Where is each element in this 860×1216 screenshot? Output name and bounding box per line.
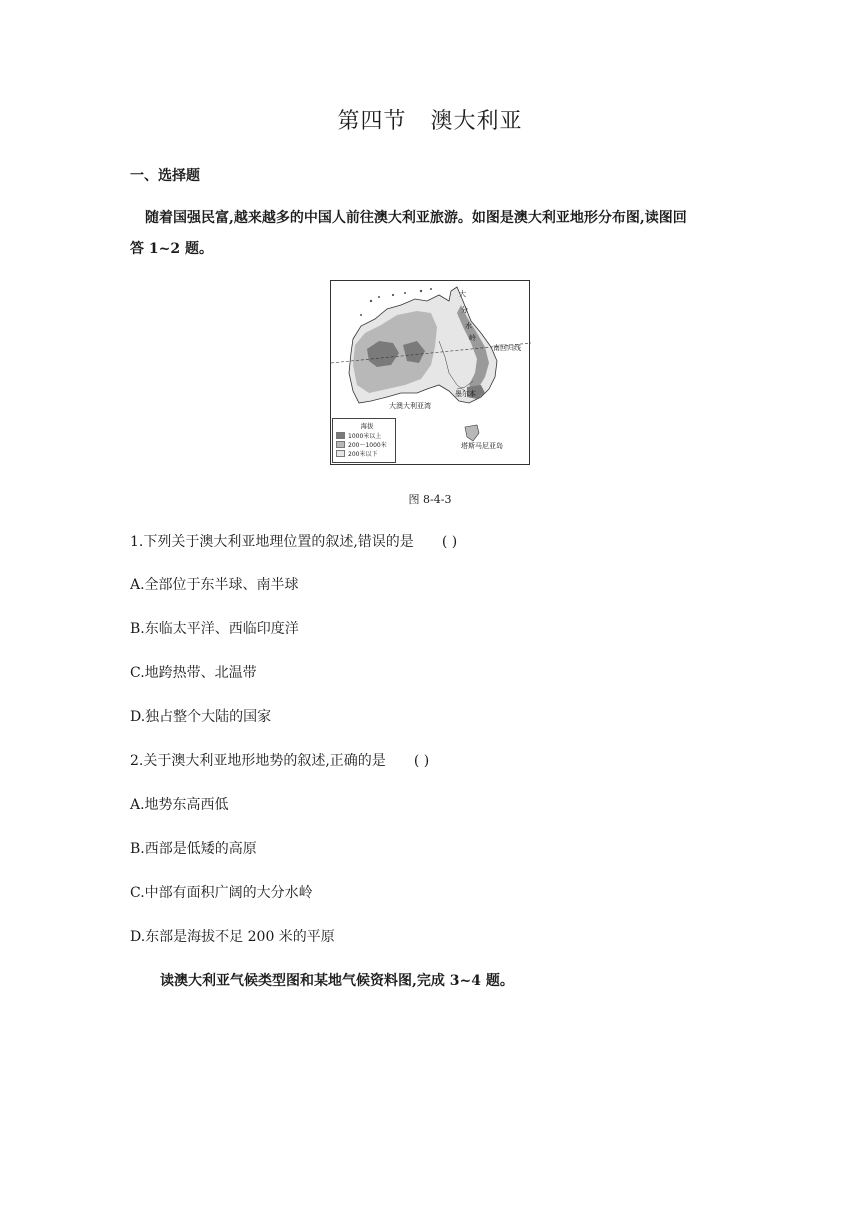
- answer-blank[interactable]: ( ): [413, 753, 430, 769]
- legend-swatch: [336, 450, 345, 457]
- question-2-option-a: A.地势东高西低: [130, 797, 229, 813]
- intro-line-2: 答 1~2 题。: [130, 241, 213, 257]
- legend-item: [333, 431, 395, 439]
- question-2-option-d: D.东部是海拔不足 200 米的平原: [130, 929, 335, 945]
- range-label-2: 分: [461, 306, 468, 314]
- map-legend: [332, 418, 396, 463]
- legend-item: [333, 449, 395, 457]
- figure-caption: 图 8-4-3: [408, 493, 452, 506]
- range-label-3: 水: [465, 322, 472, 330]
- legend-item: [333, 440, 395, 448]
- next-instruction: 读澳大利亚气候类型图和某地气候资料图,完成 3~4 题。: [160, 973, 514, 989]
- question-2-option-b: B.西部是低矮的高原: [130, 841, 257, 857]
- page-title: [0, 104, 860, 135]
- question-1-option-a: A.全部位于东半球、南半球: [130, 577, 299, 593]
- answer-blank[interactable]: ( ): [441, 534, 458, 550]
- range-label-1: 大: [459, 290, 466, 298]
- legend-swatch: [336, 432, 345, 439]
- tropic-label: 南回归线: [493, 344, 521, 352]
- legend-label: 200米以下: [348, 450, 378, 458]
- question-1-option-b: B.东临太平洋、西临印度洋: [130, 621, 299, 637]
- question-2-stem: [130, 750, 429, 770]
- question-1-stem: [130, 531, 457, 551]
- bay-label: 大澳大利亚湾: [389, 402, 431, 410]
- city-label: 墨尔本: [455, 390, 476, 398]
- legend-label: 1000米以上: [348, 432, 382, 440]
- range-label-4: 岭: [469, 334, 476, 342]
- section-heading: 一、选择题: [130, 168, 200, 184]
- australia-terrain-map: [330, 280, 530, 465]
- legend-title: 海拔: [360, 422, 374, 430]
- question-1-text: 1.下列关于澳大利亚地理位置的叙述,错误的是: [130, 534, 414, 550]
- title-section-number: 第四节: [337, 109, 407, 134]
- question-1-option-c: C.地跨热带、北温带: [130, 665, 257, 681]
- intro-line-1: 随着国强民富,越来越多的中国人前往澳大利亚旅游。如图是澳大利亚地形分布图,读图回: [145, 210, 687, 226]
- title-topic: 澳大利亚: [430, 109, 523, 134]
- question-2-option-c: C.中部有面积广阔的大分水岭: [130, 885, 313, 901]
- tasmania-shape: [465, 425, 479, 441]
- legend-swatch: [336, 441, 345, 448]
- question-2-text: 2.关于澳大利亚地形地势的叙述,正确的是: [130, 753, 386, 769]
- island-label: 塔斯马尼亚岛: [461, 442, 503, 450]
- question-1-option-d: D.独占整个大陆的国家: [130, 709, 272, 725]
- legend-label: 200～1000米: [348, 441, 387, 449]
